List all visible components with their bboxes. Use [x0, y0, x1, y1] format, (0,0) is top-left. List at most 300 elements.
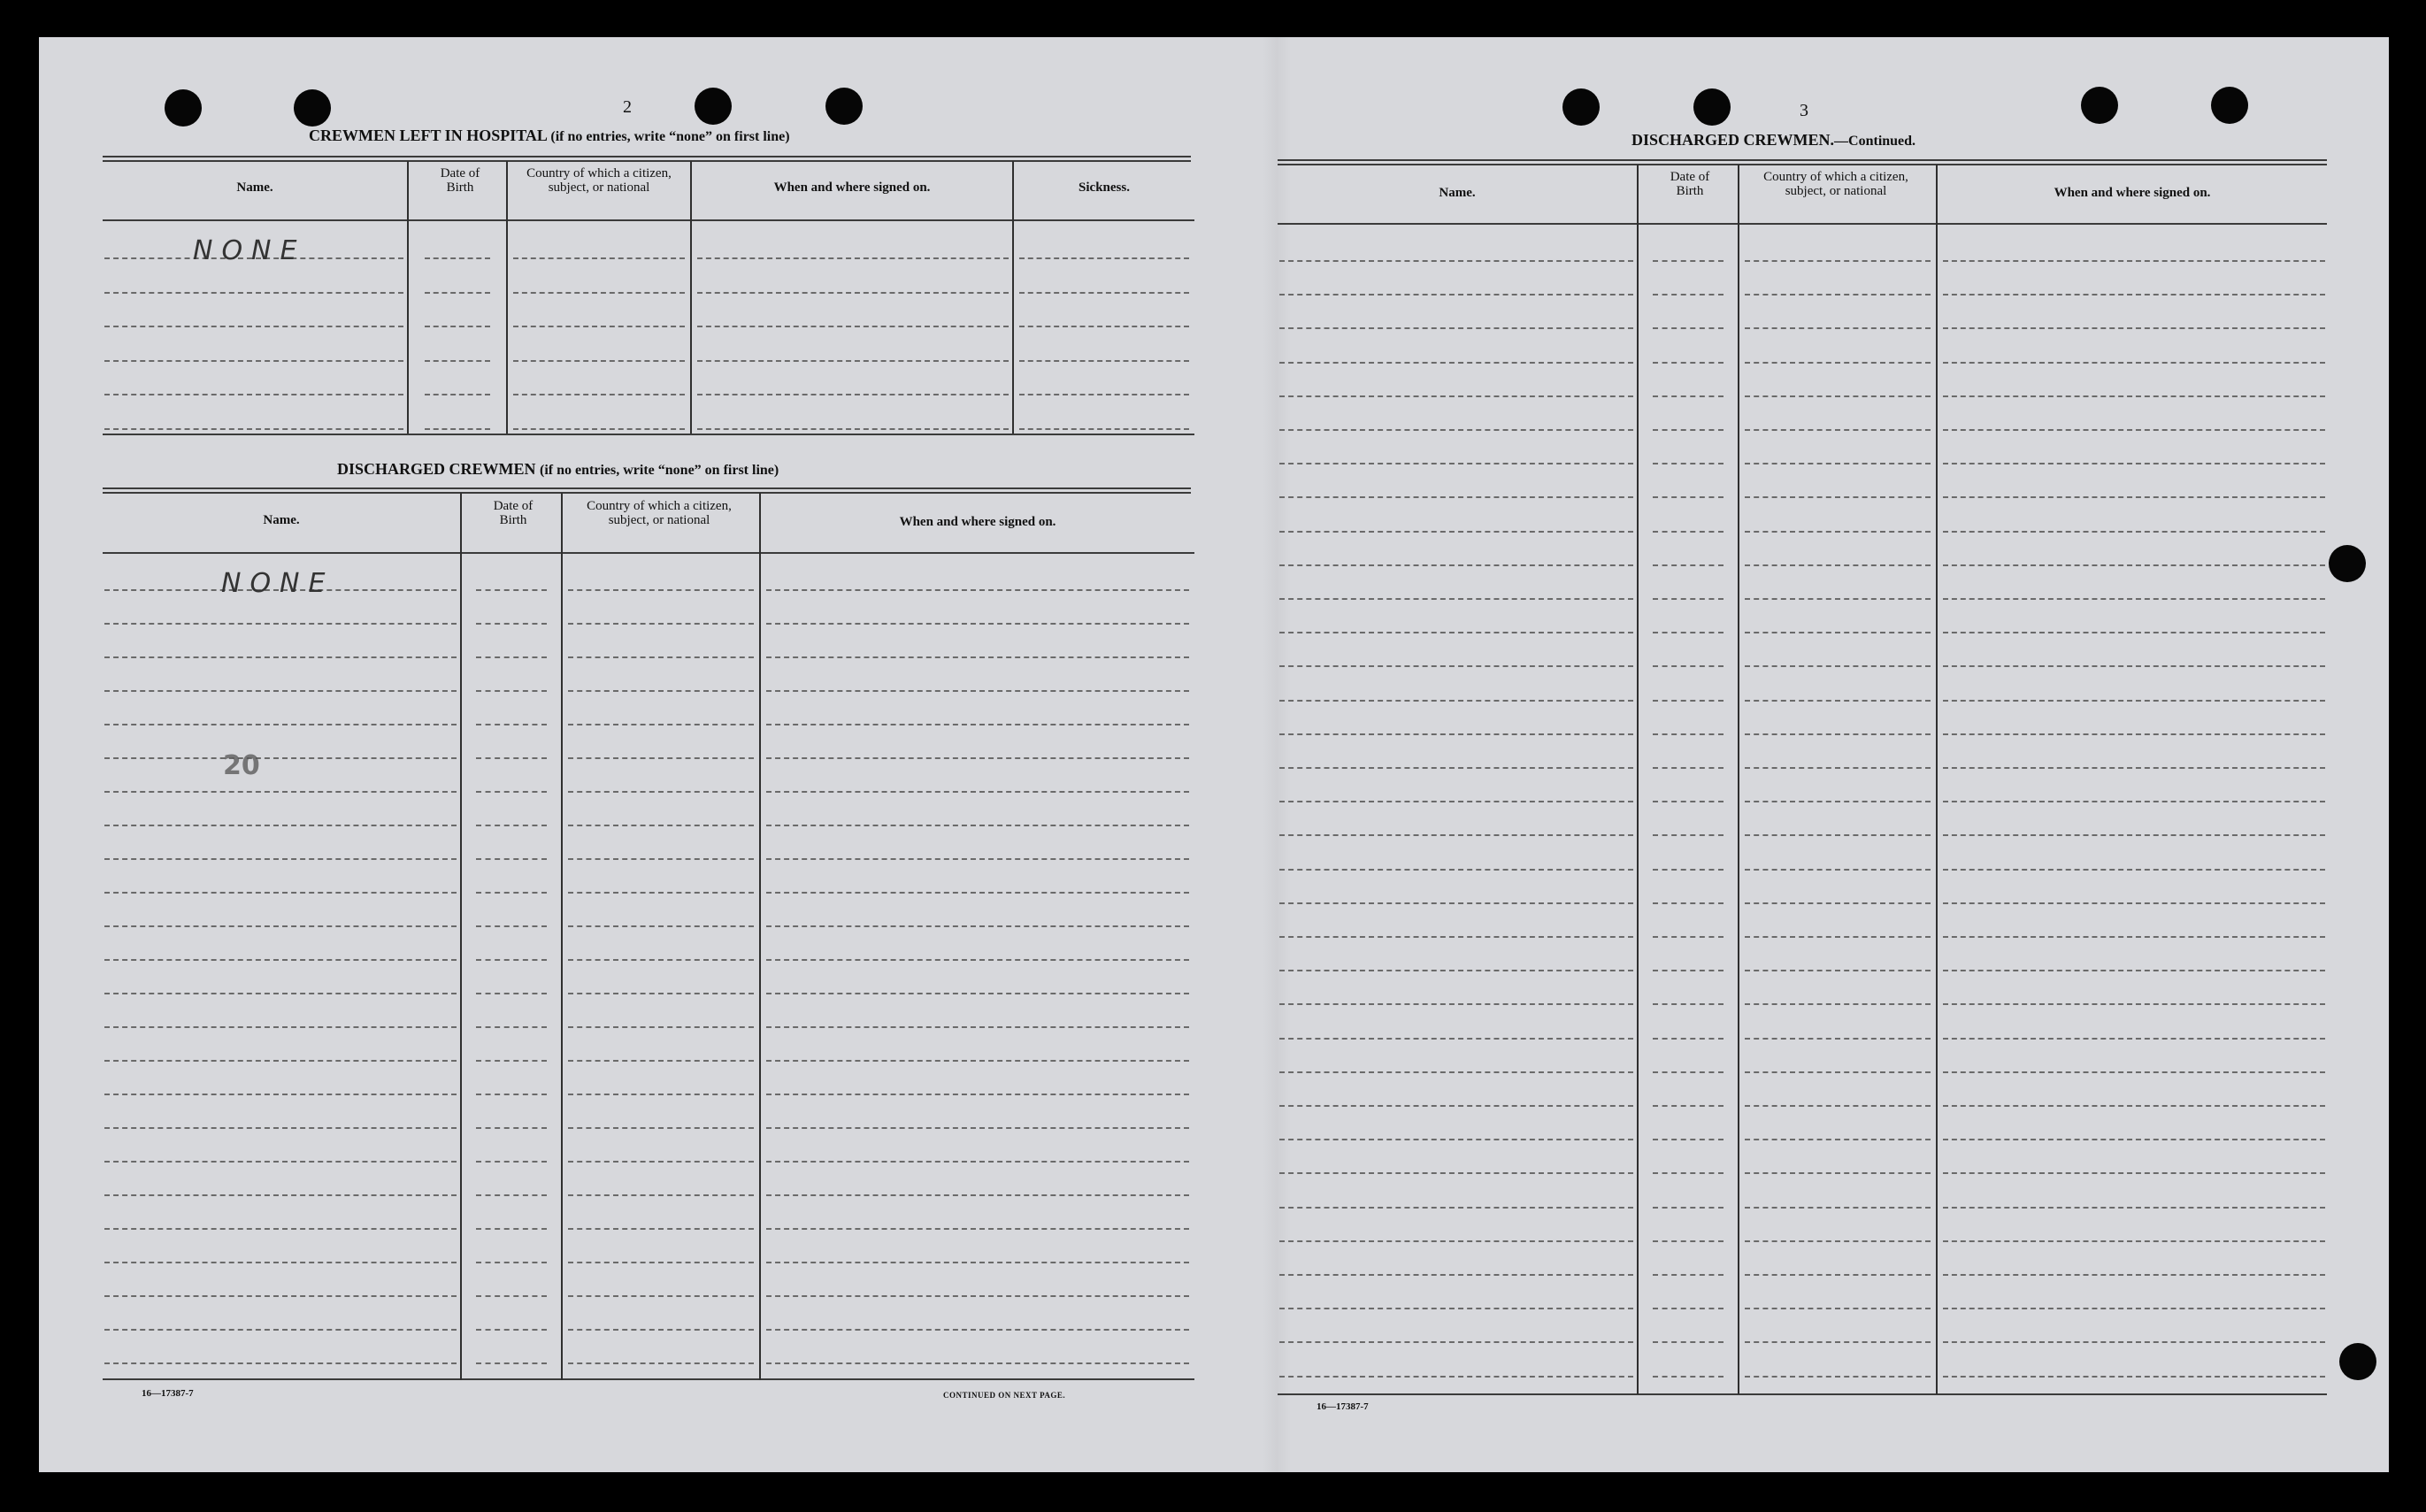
ruled-line	[1653, 598, 1724, 600]
ruled-line	[1279, 970, 1633, 971]
ruled-line	[476, 993, 547, 994]
ruled-line	[1279, 429, 1633, 431]
ruled-line	[476, 623, 547, 625]
ruled-line	[1745, 1274, 1931, 1276]
ruled-line	[697, 428, 1009, 430]
ruled-line	[766, 656, 1189, 658]
ruled-line	[1653, 936, 1724, 938]
ruled-line	[766, 1026, 1189, 1028]
ruled-line	[1943, 1207, 2325, 1209]
ruled-line	[104, 1329, 457, 1331]
ruled-line	[1653, 260, 1724, 262]
ruled-line	[1745, 733, 1931, 735]
ruled-line	[1653, 362, 1724, 364]
ruled-line	[1653, 834, 1724, 836]
ruled-line	[104, 1262, 457, 1263]
ruled-line	[104, 925, 457, 927]
ruled-line	[476, 1127, 547, 1129]
ruled-line	[1943, 970, 2325, 971]
ruled-line	[1279, 936, 1633, 938]
ruled-line	[1019, 360, 1189, 362]
ruled-line	[1745, 1308, 1931, 1309]
ruled-line	[568, 1060, 754, 1062]
ruled-line	[1279, 395, 1633, 397]
ruled-line	[568, 1194, 754, 1196]
ruled-line	[1279, 1071, 1633, 1073]
ruled-line	[1019, 257, 1189, 259]
ruled-line	[104, 858, 457, 860]
ruled-line	[476, 656, 547, 658]
right-column-divider	[1936, 165, 1938, 1394]
ruled-line	[476, 959, 547, 961]
discharged-first-entry: NONE	[221, 568, 334, 599]
hospital-header-rule	[103, 219, 1194, 221]
ruled-line	[104, 656, 457, 658]
ruled-line	[1745, 1071, 1931, 1073]
ruled-line	[568, 993, 754, 994]
punch-hole	[1562, 88, 1600, 126]
ruled-line	[104, 825, 457, 826]
ruled-line	[104, 724, 457, 725]
ruled-line	[104, 360, 403, 362]
hospital-col-name: Name.	[236, 180, 273, 195]
ruled-line	[568, 757, 754, 759]
ruled-line	[568, 724, 754, 725]
ruled-line	[766, 1127, 1189, 1129]
ruled-line	[1653, 1240, 1724, 1242]
ruled-line	[1653, 1139, 1724, 1140]
ruled-line	[1745, 1207, 1931, 1209]
discharged-column-divider	[460, 493, 462, 1380]
hospital-top-rule	[103, 156, 1191, 157]
ruled-line	[1943, 700, 2325, 702]
hospital-column-divider	[1012, 161, 1014, 434]
discharged-col-country: Country of which a citizen, subject, or national	[587, 499, 732, 527]
ruled-line	[697, 326, 1009, 327]
ruled-line	[568, 791, 754, 793]
ruled-line	[1745, 632, 1931, 633]
ruled-line	[1653, 869, 1724, 871]
ruled-line	[1653, 1003, 1724, 1005]
ruled-line	[1943, 429, 2325, 431]
ruled-line	[1943, 362, 2325, 364]
ruled-line	[1653, 902, 1724, 904]
ruled-line	[1745, 1341, 1931, 1343]
ruled-line	[476, 1295, 547, 1297]
ruled-line	[104, 1228, 457, 1230]
ruled-line	[766, 589, 1189, 591]
ruled-line	[1279, 1139, 1633, 1140]
hospital-first-entry: NONE	[193, 235, 306, 266]
ruled-line	[568, 1127, 754, 1129]
ruled-line	[104, 892, 457, 894]
ruled-line	[104, 1127, 457, 1129]
ruled-line	[1745, 294, 1931, 295]
ruled-line	[104, 1194, 457, 1196]
ruled-line	[104, 428, 403, 430]
ruled-line	[1279, 496, 1633, 498]
ruled-line	[476, 1194, 547, 1196]
ruled-line	[766, 1060, 1189, 1062]
hospital-col-country: Country of which a citizen, subject, or national	[526, 166, 672, 195]
hospital-bottom-rule	[103, 434, 1194, 435]
ruled-line	[1943, 1071, 2325, 1073]
ruled-line	[425, 428, 490, 430]
ruled-line	[1745, 970, 1931, 971]
ruled-line	[1943, 1341, 2325, 1343]
punch-hole	[165, 89, 202, 127]
ruled-line	[1653, 1274, 1724, 1276]
right-top-rule	[1278, 159, 2327, 161]
punch-hole	[2211, 87, 2248, 124]
ruled-line	[1279, 463, 1633, 464]
ruled-line	[1653, 327, 1724, 329]
discharged-top-rule	[103, 487, 1191, 489]
discharged-bottom-rule	[103, 1378, 1194, 1380]
ruled-line	[1279, 1376, 1633, 1378]
ruled-line	[1653, 1038, 1724, 1040]
ruled-line	[1279, 1207, 1633, 1209]
ruled-line	[568, 1026, 754, 1028]
ruled-line	[766, 724, 1189, 725]
ruled-line	[476, 1262, 547, 1263]
hospital-col-dob: Date of Birth	[440, 166, 480, 195]
ruled-line	[1019, 326, 1189, 327]
ruled-line	[568, 623, 754, 625]
punch-hole	[825, 88, 863, 125]
ruled-line	[476, 892, 547, 894]
discharged-column-divider	[759, 493, 761, 1380]
ruled-line	[568, 589, 754, 591]
ruled-line	[1943, 1240, 2325, 1242]
ink-smudge: 20	[223, 750, 260, 781]
discharged-header-rule	[103, 552, 1194, 554]
ruled-line	[1943, 1038, 2325, 1040]
ruled-line	[1943, 1139, 2325, 1140]
ruled-line	[476, 1060, 547, 1062]
hospital-section-title	[309, 127, 790, 145]
ruled-line	[1279, 801, 1633, 802]
ruled-line	[1943, 1376, 2325, 1378]
ruled-line	[1279, 632, 1633, 633]
ruled-line	[476, 858, 547, 860]
ruled-line	[1279, 1308, 1633, 1309]
ruled-line	[476, 791, 547, 793]
ruled-line	[697, 360, 1009, 362]
ruled-line	[1279, 665, 1633, 667]
ruled-line	[568, 1295, 754, 1297]
ruled-line	[766, 690, 1189, 692]
ruled-line	[104, 1060, 457, 1062]
page-number-left: 2	[623, 97, 632, 117]
ruled-line	[766, 623, 1189, 625]
ruled-line	[476, 825, 547, 826]
ruled-line	[104, 1161, 457, 1163]
ruled-line	[1653, 1341, 1724, 1343]
ruled-line	[1653, 1071, 1724, 1073]
discharged-title-note: (if no entries, write “none” on first line)	[540, 463, 779, 478]
hospital-col-sickness: Sickness.	[1079, 180, 1130, 195]
ruled-line	[1653, 463, 1724, 464]
ruled-line	[1279, 1003, 1633, 1005]
ruled-line	[568, 959, 754, 961]
ruled-line	[1745, 767, 1931, 769]
ruled-line	[1279, 700, 1633, 702]
punch-hole	[2339, 1343, 2376, 1380]
ruled-line	[1745, 463, 1931, 464]
ruled-line	[1745, 260, 1931, 262]
right-section-title	[1631, 131, 1915, 150]
ruled-line	[425, 257, 490, 259]
ruled-line	[1943, 733, 2325, 735]
ruled-line	[1653, 632, 1724, 633]
ruled-line	[1279, 1240, 1633, 1242]
ruled-line	[1745, 1172, 1931, 1174]
ruled-line	[476, 1228, 547, 1230]
right-col-signed-on: When and where signed on.	[2054, 186, 2211, 200]
ruled-line	[1745, 834, 1931, 836]
ruled-line	[476, 1329, 547, 1331]
ruled-line	[1019, 428, 1189, 430]
ruled-line	[1943, 1274, 2325, 1276]
ruled-line	[1943, 834, 2325, 836]
form-number-left: 16—17387-7	[142, 1388, 194, 1399]
ruled-line	[513, 326, 685, 327]
ruled-line	[766, 757, 1189, 759]
hospital-column-divider	[506, 161, 508, 434]
punch-hole	[2081, 87, 2118, 124]
ruled-line	[1279, 531, 1633, 533]
ruled-line	[1745, 496, 1931, 498]
punch-hole	[1693, 88, 1731, 126]
ruled-line	[1943, 327, 2325, 329]
ruled-line	[476, 1362, 547, 1364]
right-col-dob: Date of Birth	[1670, 170, 1710, 198]
ruled-line	[476, 757, 547, 759]
punch-hole	[2329, 545, 2366, 582]
discharged-col-name: Name.	[263, 513, 300, 527]
ruled-line	[1943, 564, 2325, 566]
ruled-line	[1943, 598, 2325, 600]
discharged-top-rule	[103, 492, 1191, 494]
ruled-line	[1279, 869, 1633, 871]
ruled-line	[513, 257, 685, 259]
ruled-line	[104, 757, 457, 759]
ruled-line	[513, 428, 685, 430]
ruled-line	[1943, 767, 2325, 769]
right-col-name: Name.	[1439, 186, 1476, 200]
ruled-line	[513, 360, 685, 362]
ruled-line	[513, 394, 685, 395]
ruled-line	[476, 724, 547, 725]
ruled-line	[1653, 767, 1724, 769]
ruled-line	[1653, 970, 1724, 971]
ruled-line	[1653, 733, 1724, 735]
discharged-col-signed-on: When and where signed on.	[899, 515, 1056, 529]
ruled-line	[1279, 564, 1633, 566]
ruled-line	[1745, 531, 1931, 533]
ruled-line	[1653, 1207, 1724, 1209]
ruled-line	[766, 858, 1189, 860]
ruled-line	[1745, 869, 1931, 871]
ruled-line	[568, 1262, 754, 1263]
ruled-line	[1745, 1376, 1931, 1378]
ruled-line	[1279, 1172, 1633, 1174]
ruled-line	[476, 1094, 547, 1095]
right-top-rule	[1278, 164, 2327, 165]
ruled-line	[425, 360, 490, 362]
ruled-line	[766, 925, 1189, 927]
ruled-line	[1653, 665, 1724, 667]
ruled-line	[1653, 429, 1724, 431]
ruled-line	[766, 1262, 1189, 1263]
ruled-line	[104, 326, 403, 327]
ruled-line	[1943, 395, 2325, 397]
page-fold	[1263, 37, 1291, 1472]
hospital-col-signed-on: When and where signed on.	[773, 180, 931, 195]
ruled-line	[1653, 1376, 1724, 1378]
ruled-line	[568, 1094, 754, 1095]
hospital-column-divider	[690, 161, 692, 434]
ruled-line	[1279, 834, 1633, 836]
ruled-line	[1943, 463, 2325, 464]
ruled-line	[766, 1228, 1189, 1230]
ruled-line	[513, 292, 685, 294]
right-header-rule	[1278, 223, 2327, 225]
ruled-line	[1653, 294, 1724, 295]
ruled-line	[1943, 1172, 2325, 1174]
ruled-line	[568, 1329, 754, 1331]
ruled-line	[1943, 902, 2325, 904]
ruled-line	[1279, 327, 1633, 329]
ruled-line	[1745, 1038, 1931, 1040]
ruled-line	[1279, 1038, 1633, 1040]
hospital-column-divider	[407, 161, 409, 434]
ruled-line	[425, 326, 490, 327]
right-column-divider	[1738, 165, 1739, 1394]
ruled-line	[1745, 395, 1931, 397]
ruled-line	[1279, 733, 1633, 735]
right-title-text: DISCHARGED CREWMEN.	[1631, 131, 1835, 149]
ruled-line	[1279, 362, 1633, 364]
ruled-line	[766, 1362, 1189, 1364]
ruled-line	[1943, 632, 2325, 633]
ruled-line	[1745, 564, 1931, 566]
form-number-right: 16—17387-7	[1317, 1401, 1369, 1412]
discharged-section-title	[337, 460, 779, 479]
ruled-line	[1279, 1341, 1633, 1343]
ruled-line	[1943, 1308, 2325, 1309]
discharged-col-dob: Date of Birth	[493, 499, 534, 527]
punch-hole	[695, 88, 732, 125]
ruled-line	[1279, 260, 1633, 262]
ruled-line	[1745, 700, 1931, 702]
ruled-line	[1943, 1003, 2325, 1005]
ruled-line	[766, 1161, 1189, 1163]
ruled-line	[1745, 1105, 1931, 1107]
ruled-line	[104, 1295, 457, 1297]
ruled-line	[568, 1362, 754, 1364]
discharged-title-text: DISCHARGED CREWMEN	[337, 460, 536, 478]
right-column-divider	[1637, 165, 1639, 1394]
ruled-line	[425, 292, 490, 294]
ruled-line	[1653, 700, 1724, 702]
ruled-line	[476, 690, 547, 692]
ruled-line	[1745, 598, 1931, 600]
ruled-line	[766, 825, 1189, 826]
ruled-line	[104, 623, 457, 625]
ruled-line	[568, 690, 754, 692]
ruled-line	[104, 1094, 457, 1095]
ruled-line	[1279, 598, 1633, 600]
ruled-line	[697, 394, 1009, 395]
continued-note: CONTINUED ON NEXT PAGE.	[943, 1391, 1066, 1400]
ruled-line	[766, 1094, 1189, 1095]
ruled-line	[766, 959, 1189, 961]
ruled-line	[1745, 801, 1931, 802]
ruled-line	[1653, 801, 1724, 802]
ruled-line	[104, 394, 403, 395]
ruled-line	[766, 1295, 1189, 1297]
ruled-line	[1653, 1105, 1724, 1107]
ruled-line	[1653, 1308, 1724, 1309]
ruled-line	[766, 1194, 1189, 1196]
ruled-line	[1745, 327, 1931, 329]
ruled-line	[104, 791, 457, 793]
ruled-line	[1653, 496, 1724, 498]
ruled-line	[1279, 1105, 1633, 1107]
ruled-line	[104, 1026, 457, 1028]
right-col-country: Country of which a citizen, subject, or national	[1763, 170, 1908, 198]
ruled-line	[766, 892, 1189, 894]
ruled-line	[568, 1161, 754, 1163]
ruled-line	[766, 1329, 1189, 1331]
ruled-line	[1943, 936, 2325, 938]
page-number-right: 3	[1800, 101, 1808, 120]
right-title-suffix: —Continued.	[1834, 134, 1916, 149]
ruled-line	[1745, 936, 1931, 938]
ruled-line	[568, 892, 754, 894]
ruled-line	[476, 589, 547, 591]
ruled-line	[1943, 801, 2325, 802]
right-bottom-rule	[1278, 1393, 2327, 1395]
ruled-line	[568, 825, 754, 826]
ruled-line	[1943, 496, 2325, 498]
discharged-column-divider	[561, 493, 563, 1380]
ruled-line	[568, 925, 754, 927]
ruled-line	[1019, 394, 1189, 395]
ruled-line	[1943, 869, 2325, 871]
ruled-line	[1943, 1105, 2325, 1107]
ruled-line	[568, 858, 754, 860]
ruled-line	[104, 993, 457, 994]
ruled-line	[697, 292, 1009, 294]
ruled-line	[1745, 429, 1931, 431]
ruled-line	[1745, 1003, 1931, 1005]
ruled-line	[1943, 294, 2325, 295]
ruled-line	[1943, 260, 2325, 262]
ruled-line	[1279, 767, 1633, 769]
ruled-line	[476, 925, 547, 927]
ruled-line	[1653, 1172, 1724, 1174]
ruled-line	[104, 690, 457, 692]
document-sheet	[39, 37, 2389, 1472]
ruled-line	[568, 656, 754, 658]
ruled-line	[1653, 531, 1724, 533]
ruled-line	[1943, 531, 2325, 533]
ruled-line	[1019, 292, 1189, 294]
ruled-line	[1279, 294, 1633, 295]
